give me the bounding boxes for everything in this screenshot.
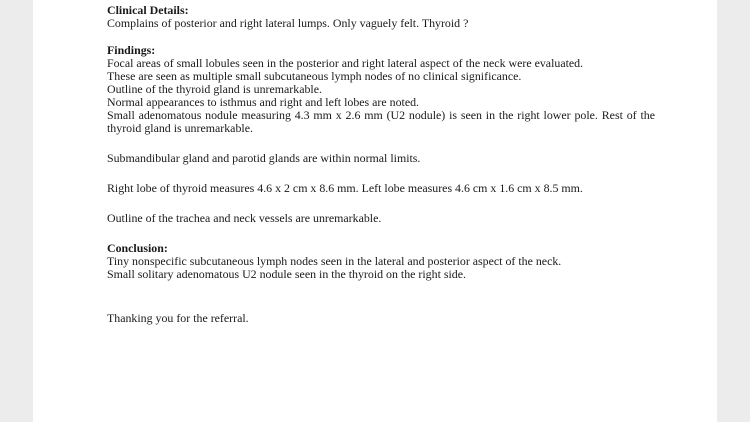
salivary-glands-text: Submandibular gland and parotid glands are within normal limits. xyxy=(107,151,421,165)
spacer xyxy=(107,165,655,182)
spacer xyxy=(107,30,655,44)
clinical-details-heading: Clinical Details: xyxy=(107,3,189,17)
spacer xyxy=(107,135,655,152)
findings-paragraph-4: Normal appearances to isthmus and right and left lobes are noted. xyxy=(107,95,420,109)
spacer xyxy=(107,195,655,212)
conclusion-heading: Conclusion: xyxy=(107,241,168,255)
findings-heading: Findings: xyxy=(107,43,156,57)
conclusion-line-1: Tiny nonspecific subcutaneous lymph nodes seen in the lateral and posterior aspect of the neck. xyxy=(107,254,562,268)
report-body xyxy=(107,0,655,325)
findings-paragraph-1: Focal areas of small lobules seen in the posterior and right lateral aspect of the neck were evaluated. xyxy=(107,56,584,70)
thyroid-measurements-text: Right lobe of thyroid measures 4.6 x 2 cm x 8.6 mm. Left lobe measures 4.6 cm x 1.6 cm x 8.5 mm. xyxy=(107,181,583,195)
clinical-details-text: Complains of posterior and right lateral lumps. Only vaguely felt. Thyroid ? xyxy=(107,16,469,30)
document-page xyxy=(33,0,717,422)
trachea-vessels-text: Outline of the trachea and neck vessels are unremarkable. xyxy=(107,211,382,225)
findings-paragraph-3: Outline of the thyroid gland is unremarkable. xyxy=(107,82,322,96)
spacer xyxy=(107,225,655,242)
spacer xyxy=(107,281,655,312)
findings-paragraph-2: These are seen as multiple small subcutaneous lymph nodes of no clinical significance. xyxy=(107,69,522,83)
closing-text: Thanking you for the referral. xyxy=(107,311,249,325)
findings-paragraph-5: Small adenomatous nodule measuring 4.3 mm x 2.6 mm (U2 nodule) is seen in the right lower pole. Rest of the thyroid gland is unremarkable. xyxy=(107,108,655,135)
conclusion-line-2: Small solitary adenomatous U2 nodule seen in the thyroid on the right side. xyxy=(107,267,466,281)
